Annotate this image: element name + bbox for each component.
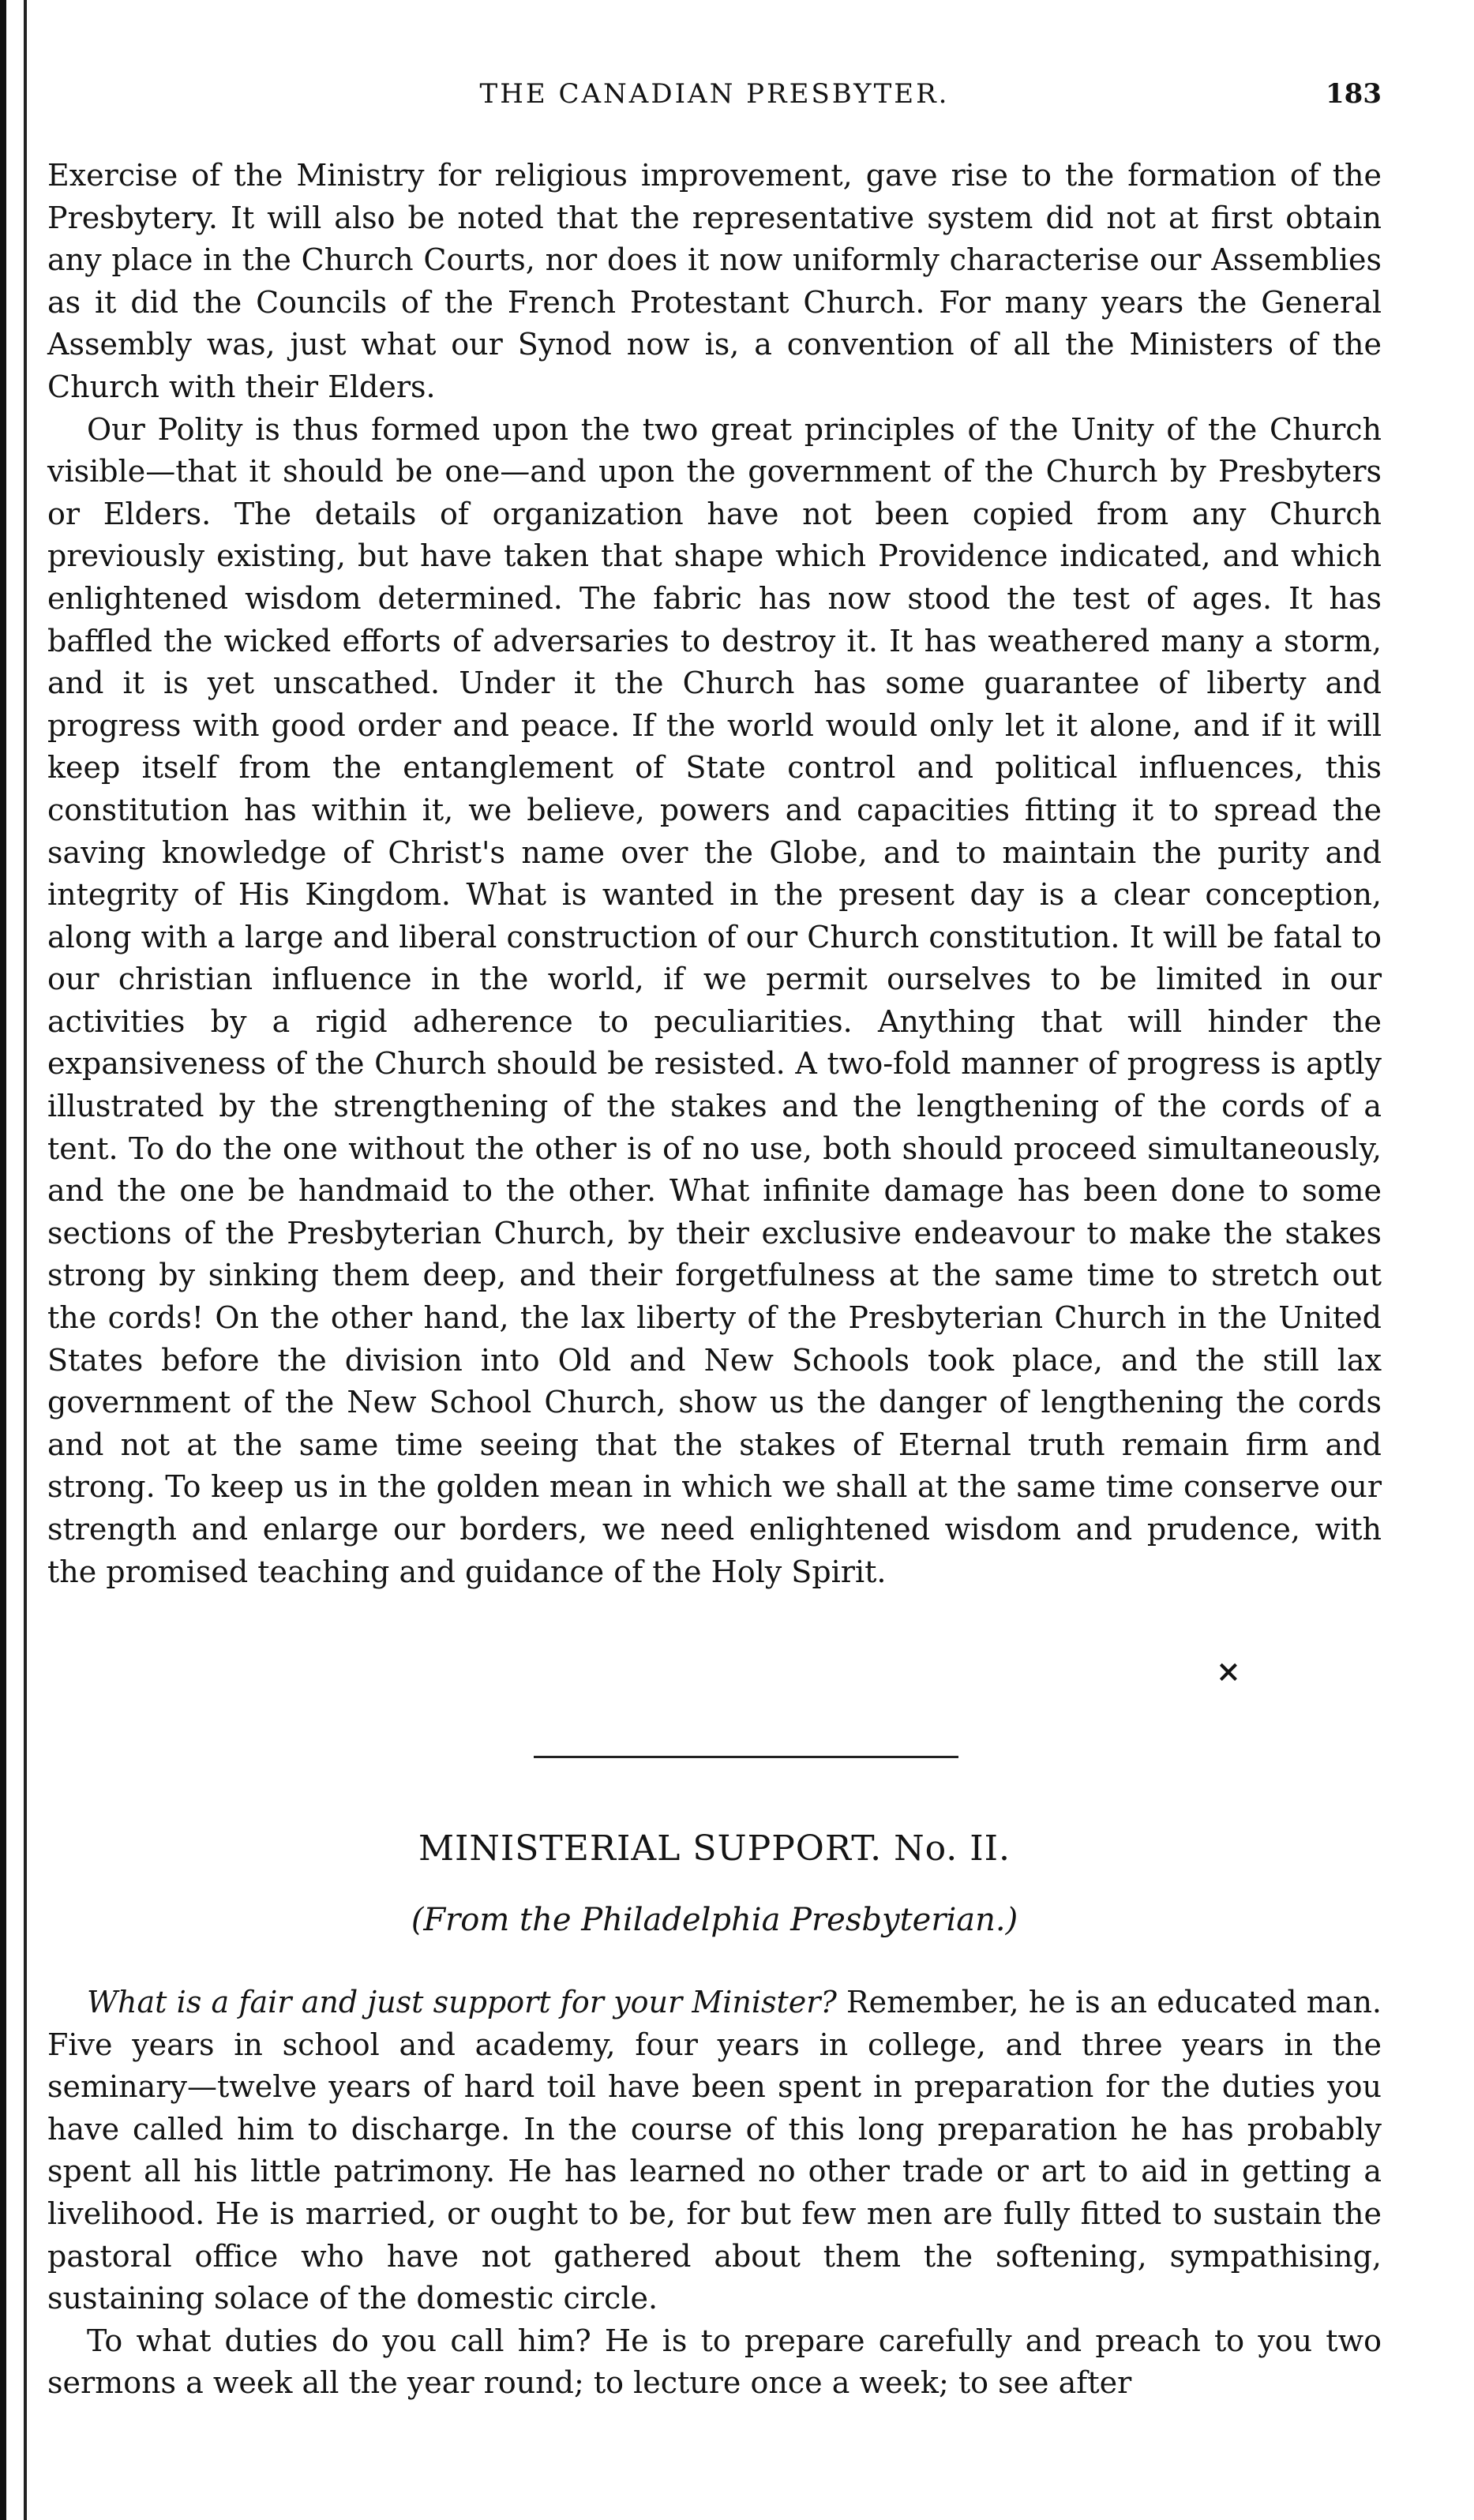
article-end-mark: × xyxy=(1216,1653,1241,1689)
article-two-paragraph-1 xyxy=(47,1982,1382,2320)
lead-question: What is a fair and just support for your Minister? xyxy=(87,1985,837,2019)
article-one-body xyxy=(47,155,1382,1593)
page-binding-edge xyxy=(0,0,44,2520)
section-title: MINISTERIAL SUPPORT. No. II. xyxy=(418,1828,1011,1869)
article-two-paragraph-2: To what duties do you call him? He is to prepare carefully and preach to you two sermons a week all the year round; to lecture once a week; to see after xyxy=(47,2323,1382,2401)
section-divider-rule xyxy=(534,1756,958,1758)
article-one-paragraph-2: Our Polity is thus formed upon the two great principles of the Unity of the Church visible—that it should be one—and upon the government of the Church by Presbyters or Elders. The details of organization have not been copied from any Church previously existing, but have taken that shape which Providence indicated, and which enlightened wisdom determined. The fabric has now stood the test of ages. It has baffled the wicked efforts of adversaries to destroy it. It has weathered many a storm, and it is yet unscathed. Under it the Church has some guarantee of liberty and progress with good order and peace. If the world would only let it alone, and if it will keep itself from the entanglement of State control and political influences, this constitution has within it, we believe, powers and capacities fitting it to spread the saving knowledge of Christ's name over the Globe, and to maintain the purity and integrity of His Kingdom. What is wanted in the present day is a clear conception, along with a large and liberal construction of our Church constitution. It will be fatal to our christian influence in the world, if we permit ourselves to be limited in our activities by a rigid adherence to peculiarities. Anything that will hinder the expansiveness of the Church should be resisted. A two-fold manner of progress is aptly illustrated by the strengthening of the stakes and the lengthening of the cords of a tent. To do the one without the other is of no use, both should proceed simultaneously, and the one be handmaid to the other. What infinite damage has been done to some sections of the Presbyterian Church, by their exclusive endeavour to make the stakes strong by sinking them deep, and their forgetfulness at the same time to stretch out the cords! On the other hand, the lax liberty of the Presbyterian Church in the United States before the division into Old and New Schools took place, and the still lax government of the New School Church, show us the danger of lengthening the cords and not at the same time seeing that the stakes of Eternal truth remain firm and strong. To keep us in the golden mean in which we shall at the same time conserve our strength and enlarge our borders, we need enlightened wisdom and prudence, with the promised teaching and guidance of the Holy Spirit. xyxy=(47,411,1382,1589)
running-header xyxy=(47,74,1382,114)
article-two-body xyxy=(47,1982,1382,2405)
section-source xyxy=(47,1898,1382,1942)
page-number: 183 xyxy=(1326,78,1382,110)
document-page xyxy=(47,0,1382,2520)
article-one-paragraph-1: Exercise of the Ministry for religious improvement, gave rise to the formation of the Presbytery. It will also be noted that the representative system did not at first obtain any place in the Church Courts, nor does it now uniformly characterise our Assemblies as it did the Councils of the French Protestant Church. For many years the General Assembly was, just what our Synod now is, a convention of all the Ministers of the Church with their Elders. xyxy=(47,158,1382,404)
section-source-text: (From the Philadelphia Presbyterian.) xyxy=(411,1902,1018,1938)
article-two-paragraph-1-text: Remember, he is an educated man. Five years in school and academy, four years in college, and three years in the seminary—twelve years of hard toil have been spent in preparation for the duties you have called him to discharge. In the course of this long preparation he has probably spent all his little patrimony. He has learned no other trade or art to aid in getting a livelihood. He is married, or ought to be, for but few men are fully fitted to sustain the pastoral office who have not gathered about them the softening, sympathising, sustaining solace of the domestic circle. xyxy=(47,1985,1382,2316)
running-title: THE CANADIAN PRESBYTER. xyxy=(479,78,950,110)
